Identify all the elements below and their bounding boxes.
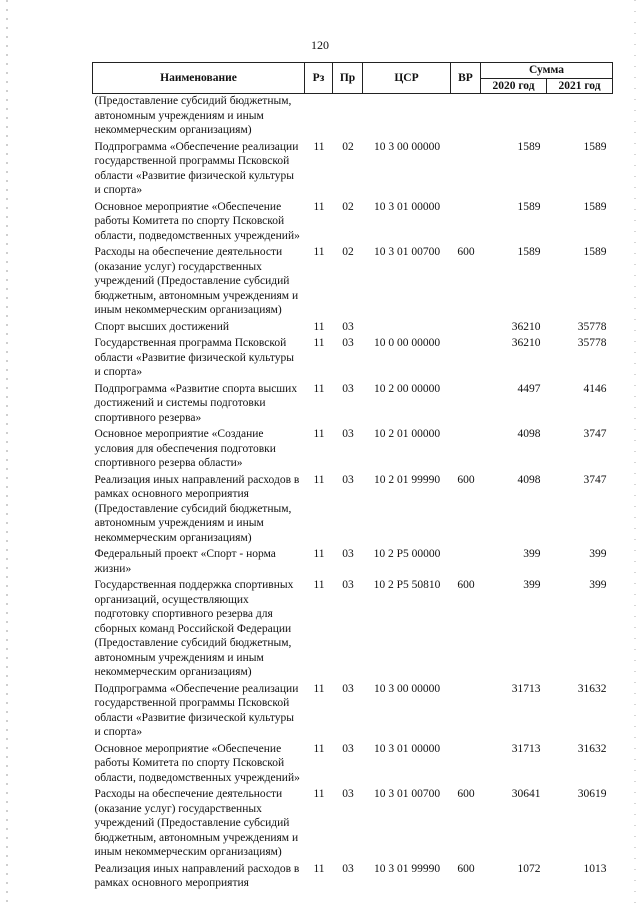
budget-table bbox=[92, 62, 613, 893]
row-rz: 11 bbox=[313, 862, 325, 875]
row-csr: 10 2 01 99990 bbox=[373, 473, 441, 486]
row-name: Государственная программа Псковской области «Развитие физической культуры и спорта» bbox=[94, 337, 295, 378]
row-rz: 11 bbox=[313, 682, 325, 695]
row-sum-2021: 3747 bbox=[583, 428, 607, 440]
row-rz: 11 bbox=[313, 548, 325, 560]
header-pr: Пр bbox=[333, 63, 363, 94]
row-csr: 10 3 01 00700 bbox=[373, 246, 441, 258]
row-rz: 11 bbox=[313, 428, 325, 440]
row-vr: 600 bbox=[457, 246, 475, 258]
table-row bbox=[93, 427, 613, 473]
row-rz bbox=[305, 94, 333, 140]
row-rz: 11 bbox=[313, 382, 325, 395]
header-vr: ВР bbox=[451, 63, 481, 94]
row-csr: 10 3 01 00700 bbox=[373, 788, 441, 800]
row-name: Федеральный проект «Спорт - норма жизни» bbox=[94, 548, 276, 575]
row-sum-2020: 4098 bbox=[517, 428, 541, 440]
header-2021: 2021 год bbox=[547, 78, 613, 94]
row-rz: 11 bbox=[313, 473, 325, 486]
row-csr: 10 2 P5 50810 bbox=[373, 579, 441, 591]
row-name: Спорт высших достижений bbox=[94, 320, 230, 333]
row-name: Реализация иных направлений расходов в рамках основного мероприятия (Предоставление субсидий бюджетным, автономным учреждениям и иным некоммерческим организациям) bbox=[94, 473, 300, 544]
row-pr bbox=[333, 94, 363, 140]
row-sum-2020: 31713 bbox=[511, 742, 541, 755]
row-sum-2021: 1013 bbox=[583, 862, 607, 875]
row-pr: 03 bbox=[342, 428, 354, 440]
row-sum-2021: 3747 bbox=[583, 473, 607, 486]
row-sum-2021: 399 bbox=[589, 579, 607, 591]
row-pr: 02 bbox=[342, 246, 354, 258]
row-rz: 11 bbox=[313, 246, 325, 258]
row-sum-2021: 31632 bbox=[577, 742, 607, 755]
row-vr bbox=[451, 547, 481, 578]
row-vr bbox=[451, 200, 481, 246]
row-rz: 11 bbox=[313, 788, 325, 800]
row-csr: 10 3 00 00000 bbox=[373, 682, 441, 695]
row-name: Расходы на обеспечение деятельности (оказание услуг) государственных учреждений (Предоставление субсидий бюджетным, автономным учреждениям и иным некоммерческим организациям) bbox=[94, 246, 299, 316]
row-rz: 11 bbox=[313, 140, 325, 153]
header-csr: ЦСР bbox=[363, 63, 451, 94]
table-row bbox=[93, 320, 613, 337]
row-pr: 03 bbox=[342, 579, 354, 591]
table-row bbox=[93, 382, 613, 428]
row-vr: 600 bbox=[457, 473, 475, 486]
row-sum-2020: 1589 bbox=[517, 246, 541, 258]
table-row bbox=[93, 682, 613, 742]
table-row bbox=[93, 245, 613, 320]
header-sum: Сумма bbox=[481, 63, 613, 79]
page-number: 120 bbox=[311, 38, 329, 52]
row-sum-2021: 399 bbox=[589, 548, 607, 560]
row-vr bbox=[451, 336, 481, 382]
row-sum-2021 bbox=[547, 94, 613, 140]
row-pr: 03 bbox=[342, 742, 354, 755]
row-csr: 10 0 00 00000 bbox=[373, 337, 441, 349]
row-rz: 11 bbox=[313, 320, 325, 333]
table-row bbox=[93, 140, 613, 200]
table-body bbox=[93, 94, 613, 893]
table-row bbox=[93, 336, 613, 382]
row-csr: 10 2 P5 00000 bbox=[373, 548, 441, 560]
row-sum-2020: 4497 bbox=[517, 382, 541, 395]
row-csr bbox=[363, 320, 451, 337]
row-sum-2020: 30641 bbox=[511, 788, 541, 800]
row-pr: 03 bbox=[342, 337, 354, 349]
row-pr: 03 bbox=[342, 788, 354, 800]
table-row bbox=[93, 862, 613, 893]
scan-edge-left bbox=[6, 0, 8, 905]
row-rz: 11 bbox=[313, 200, 325, 213]
row-csr: 10 3 01 00000 bbox=[373, 742, 441, 755]
row-sum-2020: 4098 bbox=[517, 473, 541, 486]
row-name: Основное мероприятие «Обеспечение работы Комитета по спорту Псковской области, подведомственных учреждений» bbox=[94, 742, 300, 784]
row-csr: 10 2 00 00000 bbox=[373, 382, 441, 395]
table-row bbox=[93, 547, 613, 578]
row-vr: 600 bbox=[457, 788, 475, 800]
row-sum-2021: 4146 bbox=[583, 382, 607, 395]
row-sum-2020: 1589 bbox=[517, 140, 541, 153]
row-name: Государственная поддержка спортивных организаций, осуществляющих подготовку спортивного резерва для сборных команд Российской Федерации (Предоставление субсидий бюджетным, автономным учреждениям и иным некоммерческим организациям) bbox=[94, 579, 294, 678]
row-sum-2021: 31632 bbox=[577, 682, 607, 695]
row-csr: 10 3 00 00000 bbox=[373, 140, 441, 153]
row-vr bbox=[451, 140, 481, 200]
header-name: Наименование bbox=[93, 63, 305, 94]
row-pr: 03 bbox=[342, 473, 354, 486]
row-pr: 03 bbox=[342, 382, 354, 395]
table-row bbox=[93, 787, 613, 862]
row-sum-2020: 399 bbox=[523, 579, 541, 591]
row-vr bbox=[451, 742, 481, 788]
scan-edge-right bbox=[634, 0, 636, 905]
table-row bbox=[93, 742, 613, 788]
table-row bbox=[93, 578, 613, 682]
row-rz: 11 bbox=[313, 337, 325, 349]
row-rz: 11 bbox=[313, 742, 325, 755]
row-vr bbox=[451, 382, 481, 428]
table-row bbox=[93, 200, 613, 246]
row-csr: 10 2 01 00000 bbox=[373, 428, 441, 440]
table-row bbox=[93, 94, 613, 140]
row-name: Подпрограмма «Обеспечение реализации государственной программы Псковской области «Развитие физической культуры и спорта» bbox=[94, 140, 299, 196]
row-rz: 11 bbox=[313, 579, 325, 591]
table-header-row bbox=[93, 63, 613, 79]
row-sum-2021: 1589 bbox=[583, 200, 607, 213]
row-pr: 03 bbox=[342, 548, 354, 560]
row-sum-2021: 35778 bbox=[577, 337, 607, 349]
row-pr: 02 bbox=[342, 200, 354, 213]
row-sum-2021: 35778 bbox=[577, 320, 607, 333]
row-sum-2021: 1589 bbox=[583, 140, 607, 153]
row-name: Подпрограмма «Развитие спорта высших достижений и системы подготовки спортивного резерва» bbox=[94, 382, 298, 424]
row-vr: 600 bbox=[457, 862, 475, 875]
row-name: Подпрограмма «Обеспечение реализации государственной программы Псковской области «Развитие физической культуры и спорта» bbox=[94, 682, 299, 738]
row-name: Основное мероприятие «Обеспечение работы Комитета по спорту Псковской области, подведомственных учреждений» bbox=[94, 200, 300, 242]
row-pr: 03 bbox=[342, 862, 354, 875]
row-vr bbox=[451, 682, 481, 742]
row-sum-2020: 399 bbox=[523, 548, 541, 560]
row-vr bbox=[451, 94, 481, 140]
row-name: Основное мероприятие «Создание условия для обеспечения подготовки спортивного резерва области» bbox=[94, 428, 276, 469]
row-sum-2020: 1072 bbox=[517, 862, 541, 875]
row-sum-2021: 1589 bbox=[583, 246, 607, 258]
header-2020: 2020 год bbox=[481, 78, 547, 94]
row-sum-2020: 36210 bbox=[511, 320, 541, 333]
row-sum-2020 bbox=[481, 94, 547, 140]
row-pr: 02 bbox=[342, 140, 354, 153]
header-rz: Рз bbox=[305, 63, 333, 94]
row-sum-2021: 30619 bbox=[577, 788, 607, 800]
row-pr: 03 bbox=[342, 682, 354, 695]
table-row bbox=[93, 473, 613, 548]
row-csr: 10 3 01 00000 bbox=[373, 200, 441, 213]
row-pr: 03 bbox=[342, 320, 354, 333]
row-vr bbox=[451, 427, 481, 473]
row-sum-2020: 36210 bbox=[511, 337, 541, 349]
row-name: Расходы на обеспечение деятельности (оказание услуг) государственных учреждений (Предоставление субсидий бюджетным, автономным учреждениям и иным некоммерческим организациям) bbox=[94, 788, 299, 858]
row-sum-2020: 31713 bbox=[511, 682, 541, 695]
row-csr bbox=[363, 94, 451, 140]
row-csr: 10 3 01 99990 bbox=[373, 862, 441, 875]
row-name: Реализация иных направлений расходов в рамках основного мероприятия bbox=[94, 862, 300, 889]
row-vr bbox=[451, 320, 481, 337]
row-sum-2020: 1589 bbox=[517, 200, 541, 213]
row-name: (Предоставление субсидий бюджетным, автономным учреждениям и иным некоммерческим организациям) bbox=[94, 95, 292, 136]
row-vr: 600 bbox=[457, 579, 475, 591]
